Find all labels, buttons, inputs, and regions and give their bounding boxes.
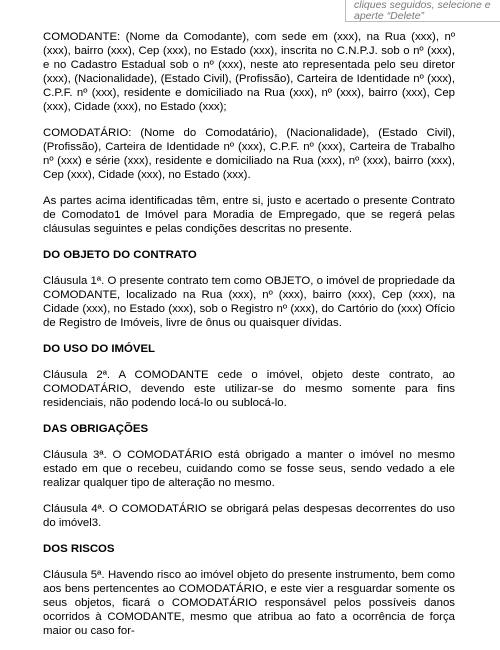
comodante-paragraph: COMODANTE: (Nome da Comodante), com sede em (xxx), na Rua (xxx), nº (xxx), bairro (xxx), Cep (xxx), no Estado (xxx), inscrita no C.N.P.J. sob o nº (xxx), e no Cadastro Estadual sob o nº (xxx), neste ato representada pelo seu diretor (xxx), (Nacionalidade), (Estado Civil), (Profissão), Carteira de Identidade nº (xxx), C.P.F. nº (xxx), residente e domiciliado na Rua (xxx), nº (xxx), bairro (xxx), Cep (xxx), Cidade (xxx), no Estado (xxx); xyxy=(43,31,455,113)
clausula-5: Cláusula 5ª. Havendo risco ao imóvel objeto do presente instrumento, bem como aos bens pertencentes ao COMODATÁRIO, e este vier a resguardar somente os seus objetos, ficará o COMODATÁRIO responsável pelos possíveis danos ocorridos à COMODANTE, mesmo que atribua ao fato a ocorrência de força maior ou caso for- xyxy=(43,569,455,637)
tooltip-line-2: aperte “Delete” xyxy=(354,10,425,22)
comodatario-paragraph: COMODATÁRIO: (Nome do Comodatário), (Nacionalidade), (Estado Civil), (Profissão), Carteira de Identidade nº (xxx), C.P.F. nº (xxx), Carteira de Trabalho nº (xxx) e série (xxx), residente e domiciliado na Rua (xxx), nº (xxx), bairro (xxx), Cep (xxx), Cidade (xxx), no Estado (xxx). xyxy=(43,127,455,181)
partes-paragraph: As partes acima identificadas têm, entre si, justo e acertado o presente Contrato de Comodato1 de Imóvel para Moradia de Empregado, que se regerá pelas cláusulas seguintes e pelas condições descritas no presente. xyxy=(43,195,455,235)
contract-body xyxy=(43,30,455,650)
clausula-1: Cláusula 1ª. O presente contrato tem como OBJETO, o imóvel de propriedade da COMODANTE, localizado na Rua (xxx), nº (xxx), bairro (xxx), Cep (xxx), na Cidade (xxx), no Estado (xxx), sob o Registro nº (xxx), do Cartório do (xxx) Ofício de Registro de Imóveis, livre de ônus ou quaisquer dívidas. xyxy=(43,275,455,329)
section-title-obrigacoes: DAS OBRIGAÇÕES xyxy=(43,423,149,435)
clausula-3: Cláusula 3ª. O COMODATÁRIO está obrigado a manter o imóvel no mesmo estado em que o recebeu, cuidando como se fosse seus, sendo vedado a ele realizar qualquer tipo de alteração no mesmo. xyxy=(43,449,455,489)
tooltip-line-1: cliques seguidos, selecione e xyxy=(354,0,491,11)
clausula-2: Cláusula 2ª. A COMODANTE cede o imóvel, objeto deste contrato, ao COMODATÁRIO, devendo este utilizar-se do mesmo somente para fins residenciais, não podendo locá-lo ou sublocá-lo. xyxy=(43,369,455,409)
section-title-objeto: DO OBJETO DO CONTRATO xyxy=(43,249,197,261)
section-title-riscos: DOS RISCOS xyxy=(43,543,115,555)
clausula-4: Cláusula 4ª. O COMODATÁRIO se obrigará pelas despesas decorrentes do uso do imóvel3. xyxy=(43,503,455,529)
section-title-uso: DO USO DO IMÓVEL xyxy=(43,343,156,355)
tooltip-box xyxy=(345,0,500,22)
